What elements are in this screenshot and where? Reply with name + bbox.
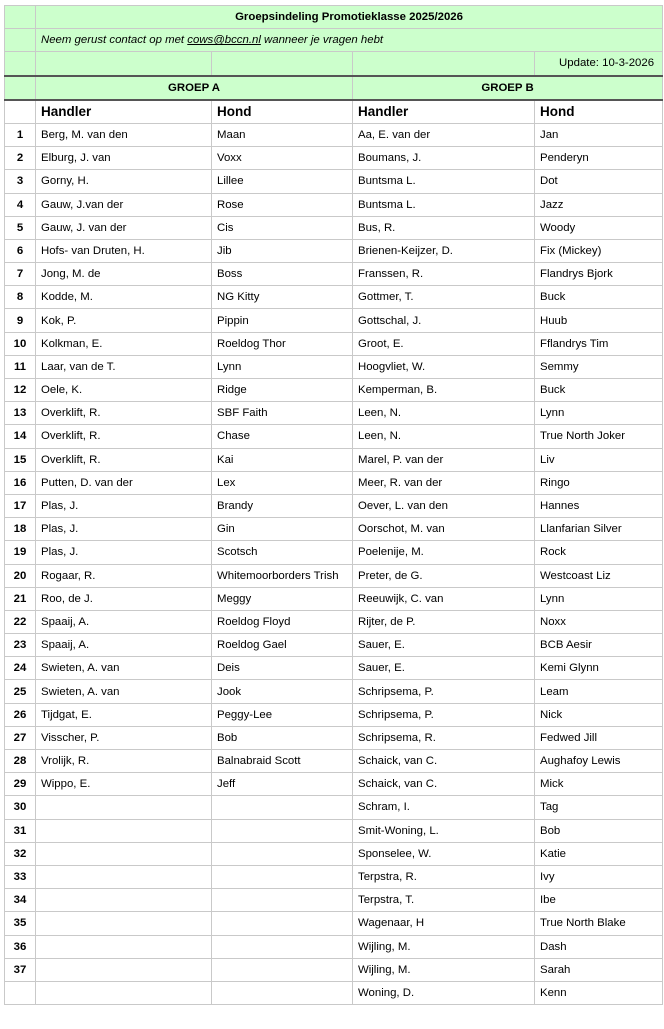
group-b-handler-cell: Schripsema, P.: [353, 680, 535, 703]
group-a-hond-cell: Peggy-Lee: [212, 703, 353, 726]
table-row: [5, 309, 663, 332]
group-b-handler-cell: Terpstra, R.: [353, 865, 535, 888]
group-a-handler-cell: Gauw, J. van der: [36, 216, 212, 239]
group-a-handler-cell: [36, 842, 212, 865]
group-b-hond-cell: Ringo: [535, 471, 663, 494]
group-assignment-table: [4, 5, 663, 1005]
table-row: [5, 123, 663, 146]
group-b-handler-cell: Wijling, M.: [353, 958, 535, 981]
table-row: [5, 425, 663, 448]
group-a-hond-cell: Gin: [212, 518, 353, 541]
row-number: 36: [5, 935, 36, 958]
group-b-handler-cell: Kemperman, B.: [353, 379, 535, 402]
group-b-hond-cell: Rock: [535, 541, 663, 564]
row-number: 31: [5, 819, 36, 842]
group-b-hond-header: Hond: [535, 100, 663, 124]
group-a-handler-cell: Spaaij, A.: [36, 610, 212, 633]
table-row: [5, 703, 663, 726]
group-b-handler-cell: Leen, N.: [353, 425, 535, 448]
table-row: [5, 170, 663, 193]
row-number: 3: [5, 170, 36, 193]
row-number: 22: [5, 610, 36, 633]
group-b-handler-cell: Schripsema, R.: [353, 726, 535, 749]
group-a-header: GROEP A: [36, 76, 353, 100]
group-a-handler-cell: [36, 958, 212, 981]
group-a-hond-cell: Lex: [212, 471, 353, 494]
page-title: Groepsindeling Promotieklasse 2025/2026: [36, 6, 663, 29]
group-a-hond-cell: Rose: [212, 193, 353, 216]
contact-line: [36, 29, 663, 52]
group-a-hond-cell: Cis: [212, 216, 353, 239]
group-a-hond-cell: Balnabraid Scott: [212, 750, 353, 773]
group-b-handler-cell: Schaick, van C.: [353, 773, 535, 796]
group-a-handler-cell: [36, 819, 212, 842]
group-b-hond-cell: Dash: [535, 935, 663, 958]
group-b-handler-cell: Franssen, R.: [353, 263, 535, 286]
table-row: [5, 332, 663, 355]
row-number: 13: [5, 402, 36, 425]
group-b-handler-cell: Aa, E. van der: [353, 123, 535, 146]
group-b-handler-cell: Hoogvliet, W.: [353, 355, 535, 378]
group-a-handler-cell: Kolkman, E.: [36, 332, 212, 355]
group-a-hond-cell: Boss: [212, 263, 353, 286]
group-b-handler-cell: Oever, L. van den: [353, 494, 535, 517]
group-b-hond-cell: Noxx: [535, 610, 663, 633]
group-b-handler-cell: Schaick, van C.: [353, 750, 535, 773]
group-a-handler-cell: Kok, P.: [36, 309, 212, 332]
group-b-handler-cell: Schram, I.: [353, 796, 535, 819]
group-a-hond-cell: [212, 912, 353, 935]
table-row: [5, 355, 663, 378]
table-row: [5, 750, 663, 773]
group-a-handler-cell: Kodde, M.: [36, 286, 212, 309]
row-number: 28: [5, 750, 36, 773]
group-a-hond-cell: Whitemoorborders Trish: [212, 564, 353, 587]
group-b-handler-cell: Marel, P. van der: [353, 448, 535, 471]
group-a-handler-cell: Plas, J.: [36, 518, 212, 541]
group-a-hond-cell: Scotsch: [212, 541, 353, 564]
row-number: 20: [5, 564, 36, 587]
group-a-hond-cell: Roeldog Thor: [212, 332, 353, 355]
group-a-handler-cell: [36, 981, 212, 1004]
table-row: [5, 239, 663, 262]
group-b-hond-cell: Lynn: [535, 587, 663, 610]
row-number-cell: [5, 76, 36, 100]
group-b-hond-cell: Buck: [535, 286, 663, 309]
table-row: [5, 147, 663, 170]
group-a-handler-cell: [36, 796, 212, 819]
group-a-hond-cell: Chase: [212, 425, 353, 448]
group-a-hond-cell: Bob: [212, 726, 353, 749]
table-row: [5, 193, 663, 216]
table-row: [5, 680, 663, 703]
group-b-hond-cell: Mick: [535, 773, 663, 796]
group-a-hond-cell: Roeldog Gael: [212, 634, 353, 657]
group-a-handler-cell: [36, 935, 212, 958]
group-a-hond-header: Hond: [212, 100, 353, 124]
contact-suffix: wanneer je vragen hebt: [260, 34, 384, 47]
group-b-hond-cell: Fix (Mickey): [535, 239, 663, 262]
group-b-handler-cell: Schripsema, P.: [353, 703, 535, 726]
row-number-cell: [5, 29, 36, 52]
group-b-hond-cell: Jan: [535, 123, 663, 146]
row-number: 32: [5, 842, 36, 865]
row-number: 29: [5, 773, 36, 796]
group-b-handler-cell: Gottschal, J.: [353, 309, 535, 332]
table-row: [5, 912, 663, 935]
row-number: 18: [5, 518, 36, 541]
group-b-hond-cell: Dot: [535, 170, 663, 193]
table-row: [5, 216, 663, 239]
row-number: 16: [5, 471, 36, 494]
row-number-cell: [5, 52, 36, 76]
group-a-hond-cell: [212, 889, 353, 912]
group-a-handler-cell: Gauw, J.van der: [36, 193, 212, 216]
group-a-handler-cell: [36, 865, 212, 888]
row-number: 34: [5, 889, 36, 912]
table-row: [5, 981, 663, 1004]
group-a-hond-cell: [212, 981, 353, 1004]
group-b-handler-cell: Woning, D.: [353, 981, 535, 1004]
group-a-hond-cell: Pippin: [212, 309, 353, 332]
group-a-handler-header: Handler: [36, 100, 212, 124]
group-a-handler-cell: Overklift, R.: [36, 425, 212, 448]
row-number: 23: [5, 634, 36, 657]
row-number: 17: [5, 494, 36, 517]
table-row: [5, 819, 663, 842]
group-b-hond-cell: BCB Aesir: [535, 634, 663, 657]
group-b-hond-cell: Kemi Glynn: [535, 657, 663, 680]
group-b-handler-cell: Rijter, de P.: [353, 610, 535, 633]
row-number: 25: [5, 680, 36, 703]
group-b-hond-cell: True North Blake: [535, 912, 663, 935]
row-number: 15: [5, 448, 36, 471]
table-row: [5, 610, 663, 633]
group-a-handler-cell: Plas, J.: [36, 541, 212, 564]
table-row: [5, 494, 663, 517]
table-row: [5, 541, 663, 564]
table-row: [5, 518, 663, 541]
group-b-handler-cell: Terpstra, T.: [353, 889, 535, 912]
row-number: 10: [5, 332, 36, 355]
group-a-handler-cell: Oele, K.: [36, 379, 212, 402]
group-a-handler-cell: [36, 889, 212, 912]
row-number: [5, 981, 36, 1004]
table-row: [5, 935, 663, 958]
group-b-hond-cell: Tag: [535, 796, 663, 819]
contact-email-link[interactable]: cows@bccn.nl: [187, 34, 261, 47]
table-row: [5, 726, 663, 749]
group-b-hond-cell: Bob: [535, 819, 663, 842]
group-b-hond-cell: Aughafoy Lewis: [535, 750, 663, 773]
group-b-handler-cell: Sponselee, W.: [353, 842, 535, 865]
group-a-handler-cell: Swieten, A. van: [36, 680, 212, 703]
group-b-hond-cell: Ibe: [535, 889, 663, 912]
group-a-handler-cell: Hofs- van Druten, H.: [36, 239, 212, 262]
group-a-hond-cell: Jib: [212, 239, 353, 262]
group-a-handler-cell: Overklift, R.: [36, 448, 212, 471]
table-row: [5, 379, 663, 402]
row-number-cell: [5, 6, 36, 29]
group-a-hond-cell: Ridge: [212, 379, 353, 402]
group-b-hond-cell: Huub: [535, 309, 663, 332]
group-a-hond-cell: Brandy: [212, 494, 353, 517]
group-a-handler-cell: Gorny, H.: [36, 170, 212, 193]
group-b-handler-cell: Meer, R. van der: [353, 471, 535, 494]
group-a-handler-cell: Visscher, P.: [36, 726, 212, 749]
row-number: 26: [5, 703, 36, 726]
group-a-hond-cell: [212, 958, 353, 981]
group-b-handler-header: Handler: [353, 100, 535, 124]
group-a-handler-cell: Wippo, E.: [36, 773, 212, 796]
group-a-hond-cell: [212, 796, 353, 819]
table-row: [5, 796, 663, 819]
row-number: 5: [5, 216, 36, 239]
table-row: [5, 402, 663, 425]
group-a-handler-cell: Plas, J.: [36, 494, 212, 517]
group-a-hond-cell: Kai: [212, 448, 353, 471]
row-number: 37: [5, 958, 36, 981]
table-row: [5, 634, 663, 657]
group-b-handler-cell: Leen, N.: [353, 402, 535, 425]
group-a-handler-cell: Spaaij, A.: [36, 634, 212, 657]
row-number: 14: [5, 425, 36, 448]
row-number: 4: [5, 193, 36, 216]
group-b-hond-cell: Hannes: [535, 494, 663, 517]
row-number: 21: [5, 587, 36, 610]
group-a-handler-cell: Jong, M. de: [36, 263, 212, 286]
row-number: 6: [5, 239, 36, 262]
group-b-handler-cell: Buntsma L.: [353, 170, 535, 193]
group-a-hond-cell: Roeldog Floyd: [212, 610, 353, 633]
group-b-handler-cell: Brienen-Keijzer, D.: [353, 239, 535, 262]
table-row: [5, 773, 663, 796]
group-a-hond-cell: Deis: [212, 657, 353, 680]
group-b-handler-cell: Bus, R.: [353, 216, 535, 239]
table-row: [5, 564, 663, 587]
group-b-hond-cell: Buck: [535, 379, 663, 402]
row-number: 35: [5, 912, 36, 935]
group-b-hond-cell: Flandrys Bjork: [535, 263, 663, 286]
group-a-hond-cell: SBF Faith: [212, 402, 353, 425]
group-b-hond-cell: Semmy: [535, 355, 663, 378]
group-b-handler-cell: Buntsma L.: [353, 193, 535, 216]
table-row: [5, 657, 663, 680]
row-number: 27: [5, 726, 36, 749]
group-a-hond-cell: Voxx: [212, 147, 353, 170]
table-row: [5, 471, 663, 494]
group-a-hond-cell: Lillee: [212, 170, 353, 193]
empty-cell: [353, 52, 535, 76]
table-row: [5, 263, 663, 286]
group-b-handler-cell: Oorschot, M. van: [353, 518, 535, 541]
group-b-hond-cell: Sarah: [535, 958, 663, 981]
group-b-handler-cell: Wagenaar, H: [353, 912, 535, 935]
group-a-hond-cell: [212, 865, 353, 888]
group-a-handler-cell: Tijdgat, E.: [36, 703, 212, 726]
group-b-hond-cell: Ivy: [535, 865, 663, 888]
group-a-handler-cell: Vrolijk, R.: [36, 750, 212, 773]
row-number: 19: [5, 541, 36, 564]
row-number-cell: [5, 100, 36, 124]
group-a-handler-cell: Overklift, R.: [36, 402, 212, 425]
group-b-handler-cell: Groot, E.: [353, 332, 535, 355]
row-number: 33: [5, 865, 36, 888]
update-date: Update: 10-3-2026: [535, 52, 663, 76]
group-a-handler-cell: [36, 912, 212, 935]
group-a-handler-cell: Elburg, J. van: [36, 147, 212, 170]
group-b-handler-cell: Sauer, E.: [353, 657, 535, 680]
row-number: 8: [5, 286, 36, 309]
group-b-handler-cell: Wijling, M.: [353, 935, 535, 958]
group-b-handler-cell: Reeuwijk, C. van: [353, 587, 535, 610]
table-row: [5, 286, 663, 309]
group-a-hond-cell: NG Kitty: [212, 286, 353, 309]
group-b-hond-cell: Penderyn: [535, 147, 663, 170]
group-a-handler-cell: Berg, M. van den: [36, 123, 212, 146]
group-b-hond-cell: Woody: [535, 216, 663, 239]
group-b-hond-cell: Westcoast Liz: [535, 564, 663, 587]
group-b-hond-cell: True North Joker: [535, 425, 663, 448]
group-b-handler-cell: Boumans, J.: [353, 147, 535, 170]
table-row: [5, 842, 663, 865]
group-b-hond-cell: Llanfarian Silver: [535, 518, 663, 541]
group-b-header: GROEP B: [353, 76, 663, 100]
row-number: 1: [5, 123, 36, 146]
empty-cell: [212, 52, 353, 76]
group-b-handler-cell: Sauer, E.: [353, 634, 535, 657]
row-number: 9: [5, 309, 36, 332]
group-b-handler-cell: Preter, de G.: [353, 564, 535, 587]
empty-cell: [36, 52, 212, 76]
table-row: [5, 889, 663, 912]
row-number: 11: [5, 355, 36, 378]
row-number: 7: [5, 263, 36, 286]
group-a-handler-cell: Putten, D. van der: [36, 471, 212, 494]
group-a-hond-cell: [212, 935, 353, 958]
group-b-hond-cell: Lynn: [535, 402, 663, 425]
group-b-hond-cell: Fedwed Jill: [535, 726, 663, 749]
group-b-hond-cell: Fflandrys Tim: [535, 332, 663, 355]
row-number: 30: [5, 796, 36, 819]
group-a-handler-cell: Laar, van de T.: [36, 355, 212, 378]
row-number: 24: [5, 657, 36, 680]
table-row: [5, 587, 663, 610]
table-row: [5, 865, 663, 888]
group-a-hond-cell: Meggy: [212, 587, 353, 610]
group-a-hond-cell: Maan: [212, 123, 353, 146]
group-b-handler-cell: Gottmer, T.: [353, 286, 535, 309]
row-number: 2: [5, 147, 36, 170]
table-row: [5, 448, 663, 471]
group-b-handler-cell: Poelenije, M.: [353, 541, 535, 564]
group-a-hond-cell: Jook: [212, 680, 353, 703]
group-b-hond-cell: Leam: [535, 680, 663, 703]
row-number: 12: [5, 379, 36, 402]
group-a-handler-cell: Rogaar, R.: [36, 564, 212, 587]
group-a-hond-cell: Jeff: [212, 773, 353, 796]
group-a-hond-cell: Lynn: [212, 355, 353, 378]
group-a-handler-cell: Roo, de J.: [36, 587, 212, 610]
group-a-hond-cell: [212, 819, 353, 842]
group-b-hond-cell: Kenn: [535, 981, 663, 1004]
contact-prefix: Neem gerust contact op met: [41, 34, 188, 47]
group-b-hond-cell: Liv: [535, 448, 663, 471]
group-b-hond-cell: Jazz: [535, 193, 663, 216]
group-a-hond-cell: [212, 842, 353, 865]
group-b-hond-cell: Katie: [535, 842, 663, 865]
group-b-hond-cell: Nick: [535, 703, 663, 726]
table-row: [5, 958, 663, 981]
group-b-handler-cell: Smit-Woning, L.: [353, 819, 535, 842]
group-a-handler-cell: Swieten, A. van: [36, 657, 212, 680]
